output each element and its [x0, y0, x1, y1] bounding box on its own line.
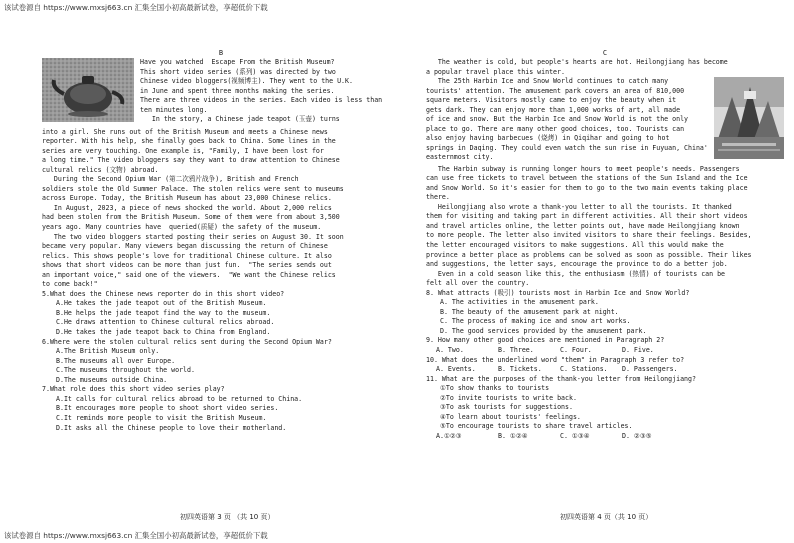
option-b: B. Tickets. — [498, 365, 542, 374]
question-stem: 5.What does the Chinese news reporter do in this short video? — [42, 289, 285, 298]
question-stem: 9. How many other good choices are mentioned in Paragraph 2? — [426, 336, 665, 345]
statement-5: ⑤To encourage tourists to share travel articles. — [440, 422, 633, 431]
question-10 — [426, 356, 784, 375]
text-line: series are very touching. One example is, "Family, I have been lost for — [42, 146, 324, 155]
text-line: tourists' attention. The amusement park covers an area of 810,000 — [426, 86, 685, 95]
text-line: cultural relics (文物) abroad. — [42, 165, 159, 174]
option-c: C. ①③④ — [560, 431, 590, 440]
text-line: springs in Daqing. They could even watch the sun rise in Fuyuan, China' — [426, 143, 708, 152]
text-line: and Snow World. So it's easier for them to go to the two main events taking place — [426, 183, 748, 192]
option-d: D. Five. — [622, 346, 654, 355]
exam-page-left — [42, 48, 400, 433]
question-7 — [42, 385, 400, 433]
option-b: B.He helps the jade teapot find the way to the museum. — [56, 308, 271, 317]
option-d: D. The good services provided by the amusement park. — [440, 326, 647, 335]
options-row — [426, 346, 784, 356]
text-line: gets dark. They can enjoy more than 1,000 works of art, all made — [426, 105, 681, 114]
text-line: became very popular. Many viewers began discussing the return of Chinese — [42, 242, 328, 251]
option-d: D.He takes the jade teapot back to China from England. — [56, 328, 271, 337]
question-9 — [426, 336, 784, 355]
option-a: A.The British Museum only. — [56, 347, 160, 356]
passage-c-body — [426, 165, 784, 289]
text-line: felt all over the country. — [426, 279, 530, 288]
option-a: A.It calls for cultural relics abroad to be returned to China. — [56, 394, 303, 403]
option-d: D. ②③⑤ — [622, 431, 652, 440]
option-d: D. Passengers. — [622, 365, 678, 374]
text-line: relics. This shows people's love for traditional Chinese culture. It also — [42, 251, 332, 260]
option-d: D.The museums outside China. — [56, 375, 168, 384]
text-line: This short video series (系列) was directed by two — [140, 67, 336, 76]
text-line: the letter encouraged visitors to make suggestions. All this would make the — [426, 241, 724, 250]
text-line: and suggestions, the letter says, encourage the province to do a better job. — [426, 260, 728, 269]
option-a: A. Two. — [436, 346, 464, 355]
question-stem: 10. What does the underlined word "them" in Paragraph 3 refer to? — [426, 355, 685, 364]
option-c: C. The process of making ice and snow art works. — [440, 317, 631, 326]
section-title-b: B — [218, 49, 224, 57]
option-b: B. ①②④ — [498, 431, 528, 440]
text-line: reporter. With his help, she finally goes back to China. Some lines in the — [42, 137, 336, 146]
question-11 — [426, 375, 784, 442]
question-stem: 11. What are the purposes of the thank-you letter from Heilongjiang? — [426, 374, 696, 383]
text-line: an important voice," said one of the viewers. "We want the Chinese relics — [42, 270, 336, 279]
option-c: C.It reminds more people to visit the British Museum. — [56, 413, 267, 422]
option-a: A.①②③ — [436, 431, 462, 440]
question-8 — [426, 289, 784, 337]
text-line: in June and spent three months making the series. — [140, 86, 335, 95]
text-line: also enjoy having barbecues (烧烤) in Qiqihar and going to hot — [426, 134, 670, 143]
text-line: The 25th Harbin Ice and Snow World continues to catch many — [426, 77, 669, 86]
option-d: D.It asks all the Chinese people to love their motherland. — [56, 423, 287, 432]
question-stem: 7.What role does this short video series play? — [42, 385, 225, 394]
option-b: B. The beauty of the amusement park at night. — [440, 307, 619, 316]
text-line: In the story, a Chinese jade teapot (玉壶) turns — [140, 115, 340, 124]
option-b: B. Three. — [498, 346, 534, 355]
text-line: into a girl. She runs out of the British Museum and meets a Chinese news — [42, 127, 328, 136]
option-c: C. Stations. — [560, 365, 608, 374]
text-line: shows that short videos can be more than just fun. "The series sends out — [42, 261, 332, 270]
text-line: The Harbin subway is running longer hours to meet people's needs. Passengers — [426, 164, 740, 173]
text-line: to more people. The letter also invited visitors to share their feelings. Besides, — [426, 231, 752, 240]
text-line: across Europe. Today, the British Museum has about 23,000 Chinese relics. — [42, 194, 332, 203]
option-c: C. Four. — [560, 346, 592, 355]
option-c: C.He draws attention to Chinese cultural relics abroad. — [56, 318, 275, 327]
statement-4: ④To learn about tourists' feelings. — [440, 412, 581, 421]
text-line: During the Second Opium War (第二次鸦片战争), British and French — [42, 175, 299, 184]
text-line: had been stolen from the British Museum. Some of them were from about 3,500 — [42, 213, 340, 222]
text-line: The weather is cold, but people's hearts are hot. Heilongjiang has become — [426, 58, 728, 66]
question-5 — [42, 290, 400, 338]
text-line: The two video bloggers started posting their series on August 30. It soon — [42, 232, 344, 241]
options-row — [426, 432, 784, 442]
question-6 — [42, 338, 400, 386]
exam-page-right — [426, 48, 784, 442]
statement-3: ③To ask tourists for suggestions. — [440, 403, 573, 412]
statement-1: ①To show thanks to tourists — [440, 384, 550, 393]
question-stem: 6.Where were the stolen cultural relics sent during the Second Opium War? — [42, 337, 332, 346]
text-line: Even in a cold season like this, the enthusiasm (热情) of tourists can be — [426, 269, 726, 278]
text-line: In August, 2023, a piece of news shocked the world. About 2,000 relics — [42, 203, 332, 212]
text-line: Chinese video bloggers(视频博主). They went to the U.K. — [140, 77, 353, 86]
page-footer-right: 初四英语第 4 页（共 10 页） — [560, 513, 653, 521]
text-line: ten minutes long. — [140, 105, 208, 114]
watermark-bottom: 该试卷源自 https://www.mxsj663.cn 汇集全国小初高最新试卷，享超低价下载 — [4, 531, 268, 540]
ice-snow-world-image — [714, 77, 784, 163]
text-line: there. — [426, 193, 450, 202]
text-line: soldiers stole the Old Summer Palace. The stolen relics were sent to museums — [42, 184, 344, 193]
section-title-c: C — [602, 49, 608, 57]
text-line: easternmost city. — [426, 153, 494, 162]
text-line: a long time." The video bloggers say they want to draw attention to Chinese — [42, 156, 340, 165]
option-c: C.The museums throughout the world. — [56, 366, 195, 375]
option-b: B.It encourages more people to shoot short video series. — [56, 404, 279, 413]
statement-2: ②To invite tourists to write back. — [440, 393, 577, 402]
text-line: can use free tickets to travel between the stations of the Sun Island and the Ice — [426, 174, 748, 183]
passage-b-body — [42, 128, 400, 290]
option-a: A.He takes the jade teapot out of the British Museum. — [56, 299, 267, 308]
text-line: There are three videos in the series. Each video is less than — [140, 96, 383, 105]
text-line: province a better place as problems can be solved as soon as possible. Their likes — [426, 250, 752, 259]
page-footer-left: 初四英语第 3 页 （共 10 页） — [180, 513, 275, 521]
text-line: place to go. There are many other good choices, too. Tourists can — [426, 124, 685, 133]
text-line: them for visiting and taking part in different activities. All their short videos — [426, 212, 748, 221]
text-line: and travel articles online, the letter points out, have made Heilongjiang known — [426, 221, 740, 230]
text-line: years ago. Many countries have queried(质疑) the safety of the museum. — [42, 223, 322, 232]
text-line: to come back!" — [42, 280, 98, 289]
text-line: a popular travel place this winter. — [426, 67, 565, 76]
text-line: Have you watched Escape From the British Museum? — [140, 58, 335, 66]
option-b: B.The museums all over Europe. — [56, 356, 176, 365]
text-line: Heilongjiang also wrote a thank-you letter to all the tourists. It thanked — [426, 202, 732, 211]
text-line: of ice and snow. But the Harbin Ice and Snow World is not the only — [426, 115, 689, 124]
options-row — [426, 365, 784, 375]
option-a: A. Events. — [436, 365, 476, 374]
option-a: A. The activities in the amusement park. — [440, 298, 599, 307]
question-stem: 8. What attracts (吸引) tourists most in Harbin Ice and Snow World? — [426, 288, 690, 297]
watermark-top: 该试卷源自 https://www.mxsj663.cn 汇集全国小初高最新试卷，享超低价下载 — [4, 3, 268, 12]
text-line: square meters. Visitors mostly came to enjoy the beauty when it — [426, 96, 677, 105]
jade-teapot-image — [42, 58, 134, 126]
